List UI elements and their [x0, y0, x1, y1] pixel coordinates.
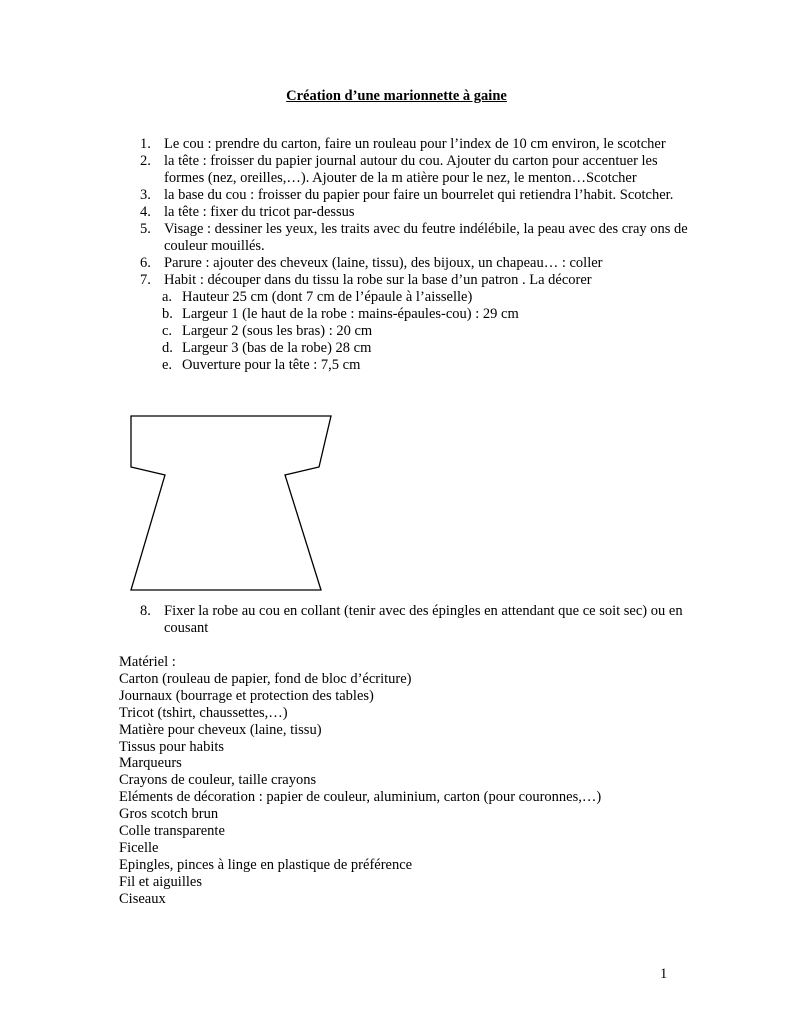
list-text: la tête : froisser du papier journal autour du cou. Ajouter du carton pour accentuer les formes (nez, oreilles,…). Ajouter de la m atière pour le nez, le menton…Scotcher — [164, 153, 658, 186]
list-text: Visage : dessiner les yeux, les traits avec du feutre indélébile, la peau avec des cray ons de couleur mouillés. — [164, 221, 688, 254]
list-text: Parure : ajouter des cheveux (laine, tissu), des bijoux, un chapeau… : coller — [164, 255, 603, 271]
list-text: Habit : découper dans du tissu la robe sur la base d’un patron . La décorer — [164, 272, 592, 288]
sub-list-letter: d. — [162, 340, 173, 356]
sub-list-letter: e. — [162, 357, 173, 373]
sub-list-letter: b. — [162, 306, 173, 322]
list-item — [140, 204, 700, 221]
list-item — [140, 136, 700, 153]
sub-list-text: Ouverture pour la tête : 7,5 cm — [182, 357, 361, 373]
material-item: Colle transparente — [119, 823, 225, 840]
list-text: la tête : fixer du tricot par-dessus — [164, 204, 355, 220]
sub-list-item — [140, 289, 700, 306]
list-text: Le cou : prendre du carton, faire un rouleau pour l’index de 10 cm environ, le scotcher — [164, 136, 666, 152]
list-text: Fixer la robe au cou en collant (tenir avec des épingles en attendant que ce soit sec) ou en cousant — [164, 603, 683, 636]
sub-list-letter: a. — [162, 289, 173, 305]
material-item: Tricot (tshirt, chaussettes,…) — [119, 704, 288, 721]
materials-section — [119, 654, 601, 908]
sub-list-item — [140, 323, 700, 340]
list-number: 3. — [140, 187, 151, 203]
list-number: 8. — [140, 603, 151, 619]
material-item: Ciseaux — [119, 890, 166, 907]
material-item: Journaux (bourrage et protection des tables) — [119, 687, 374, 704]
sub-list-item — [140, 306, 700, 323]
material-item: Ficelle — [119, 839, 159, 856]
list-text: la base du cou : froisser du papier pour faire un bourrelet qui retiendra l’habit. Scotcher. — [164, 187, 674, 203]
list-number: 4. — [140, 204, 151, 220]
sub-list-text: Largeur 1 (le haut de la robe : mains-épaules-cou) : 29 cm — [182, 306, 519, 322]
dress-pattern-outline — [131, 416, 331, 590]
sub-list-text: Hauteur 25 cm (dont 7 cm de l’épaule à l’aisselle) — [182, 289, 473, 305]
list-number: 5. — [140, 221, 151, 237]
list-item — [140, 221, 700, 255]
dress-pattern-drawing — [120, 405, 340, 595]
list-number: 7. — [140, 272, 151, 288]
list-item — [140, 153, 700, 187]
material-item: Marqueurs — [119, 755, 182, 772]
sub-list-letter: c. — [162, 323, 173, 339]
list-item — [140, 603, 700, 637]
material-item: Crayons de couleur, taille crayons — [119, 772, 317, 789]
steps-list — [140, 136, 700, 374]
page-number: 1 — [660, 966, 668, 982]
material-item: Epingles, pinces à linge en plastique de préférence — [119, 856, 413, 873]
list-item — [140, 187, 700, 204]
material-item: Gros scotch brun — [119, 806, 219, 823]
list-item — [140, 255, 700, 272]
sub-list-text: Largeur 3 (bas de la robe) 28 cm — [182, 340, 372, 356]
list-number: 6. — [140, 255, 151, 271]
document-title: Création d’une marionnette à gaine — [286, 88, 507, 104]
sub-list-text: Largeur 2 (sous les bras) : 20 cm — [182, 323, 373, 339]
material-item: Tissus pour habits — [119, 738, 225, 755]
material-item: Eléments de décoration : papier de couleur, aluminium, carton (pour couronnes,…) — [119, 789, 602, 806]
list-item — [140, 272, 700, 289]
sub-list-item — [140, 357, 700, 374]
steps-list-continued — [140, 603, 700, 637]
list-number: 1. — [140, 136, 151, 152]
materials-heading: Matériel : — [119, 654, 176, 670]
list-number: 2. — [140, 153, 151, 169]
material-item: Fil et aiguilles — [119, 873, 202, 890]
material-item: Matière pour cheveux (laine, tissu) — [119, 721, 322, 738]
material-item: Carton (rouleau de papier, fond de bloc d’écriture) — [119, 670, 412, 687]
sub-list-item — [140, 340, 700, 357]
